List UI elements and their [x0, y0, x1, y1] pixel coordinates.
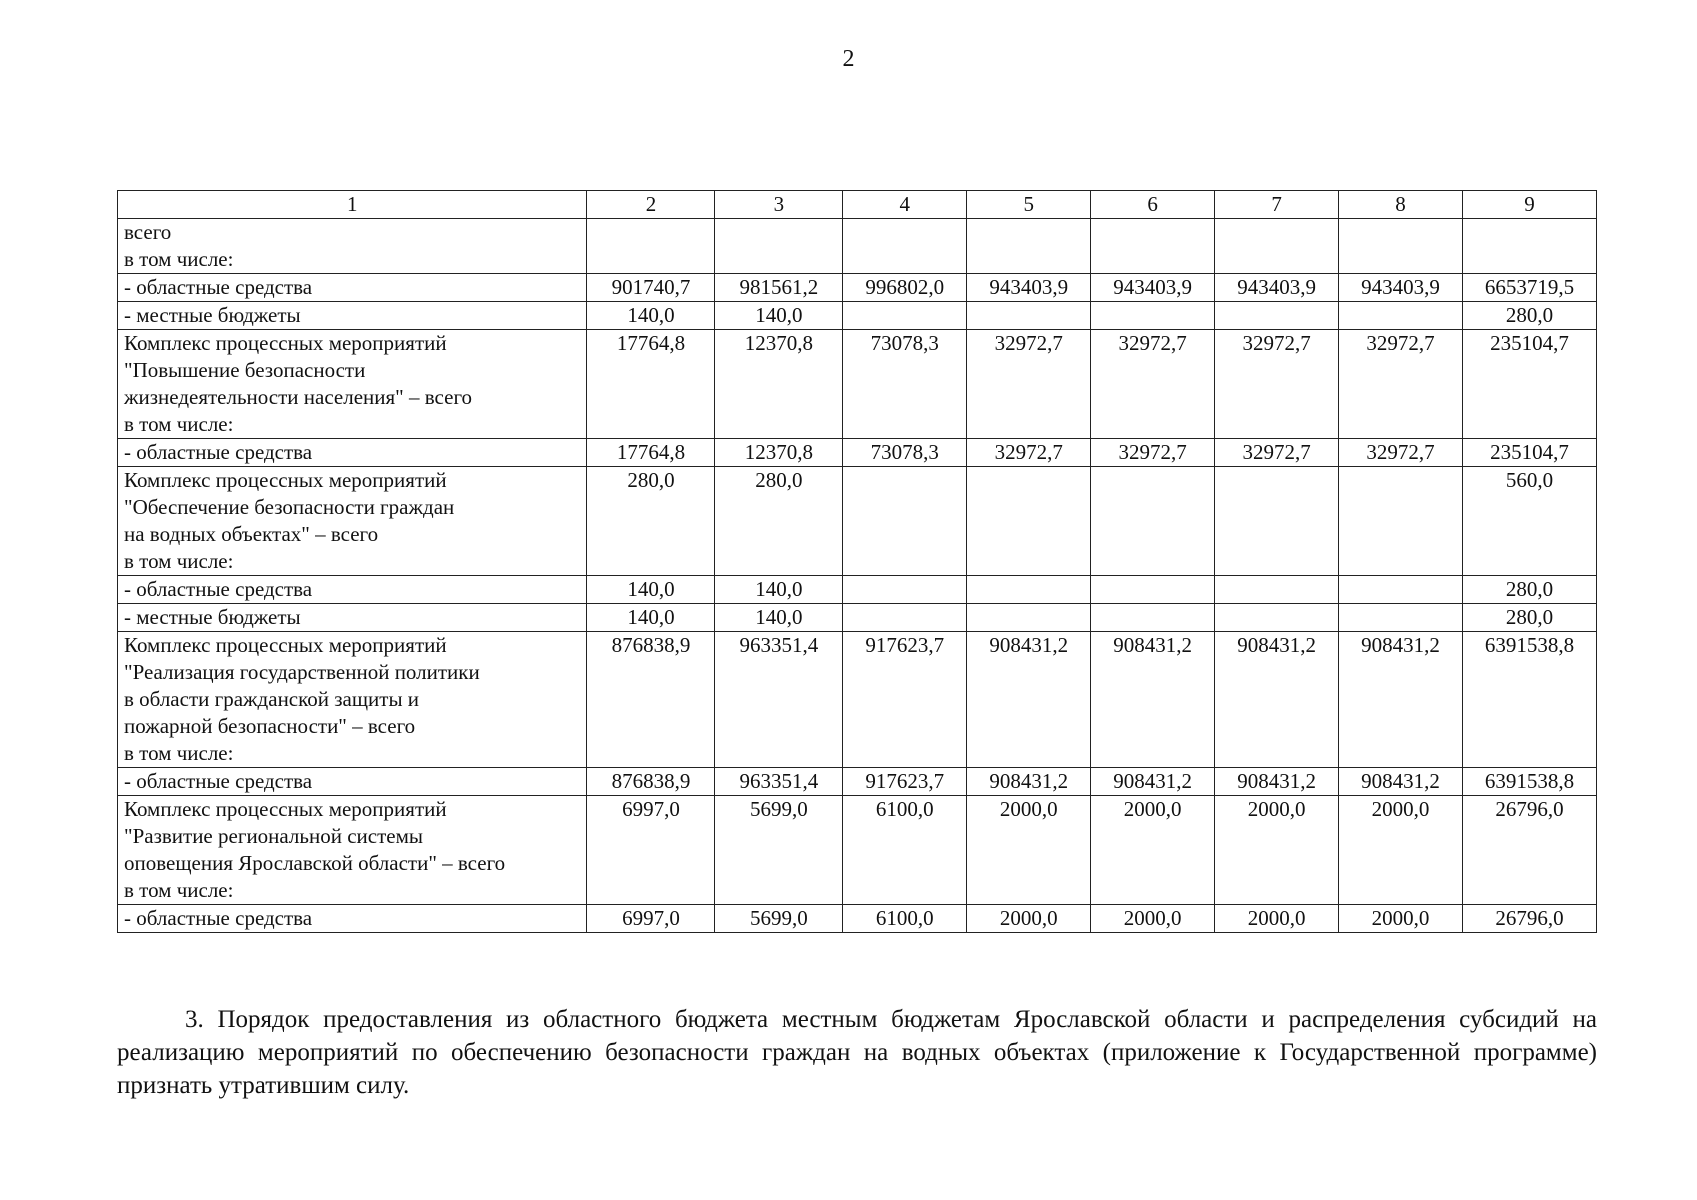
cell-value: 6391538,8 [1463, 768, 1597, 796]
cell-value: 2000,0 [967, 905, 1091, 933]
cell-value: 981561,2 [715, 274, 843, 302]
cell-value [967, 467, 1091, 576]
row-label [118, 796, 587, 905]
cell-value: 943403,9 [967, 274, 1091, 302]
row-label-line: Комплекс процессных мероприятий [124, 797, 447, 821]
cell-value: 73078,3 [843, 439, 967, 467]
cell-value [967, 302, 1091, 330]
cell-value [1339, 302, 1463, 330]
cell-value: 996802,0 [843, 274, 967, 302]
cell-value: 963351,4 [715, 768, 843, 796]
cell-value: 943403,9 [1339, 274, 1463, 302]
cell-value: 235104,7 [1463, 330, 1597, 439]
cell-value: 140,0 [587, 604, 715, 632]
column-header: 5 [967, 191, 1091, 219]
cell-value [1339, 219, 1463, 274]
cell-value: 26796,0 [1463, 905, 1597, 933]
budget-table [117, 190, 1597, 933]
cell-value: 73078,3 [843, 330, 967, 439]
row-label-line: - областные средства [124, 577, 313, 601]
cell-value [1091, 302, 1215, 330]
row-label [118, 768, 587, 796]
row-label-line: - областные средства [124, 440, 313, 464]
row-label [118, 905, 587, 933]
cell-value [1215, 604, 1339, 632]
cell-value: 26796,0 [1463, 796, 1597, 905]
row-label-line: Комплекс процессных мероприятий [124, 331, 447, 355]
row-label [118, 274, 587, 302]
row-label-line: "Повышение безопасности [124, 358, 366, 382]
row-label-line: Комплекс процессных мероприятий [124, 468, 447, 492]
table-header-row [118, 191, 1597, 219]
row-label-line: - областные средства [124, 275, 313, 299]
column-header: 1 [118, 191, 587, 219]
cell-value: 32972,7 [1091, 439, 1215, 467]
cell-value: 908431,2 [967, 768, 1091, 796]
cell-value: 560,0 [1463, 467, 1597, 576]
cell-value: 32972,7 [967, 439, 1091, 467]
row-label [118, 302, 587, 330]
cell-value [1215, 302, 1339, 330]
cell-value [1463, 219, 1597, 274]
cell-value: 140,0 [715, 576, 843, 604]
row-label-line: в том числе: [124, 412, 234, 436]
row-label [118, 330, 587, 439]
cell-value: 2000,0 [1215, 796, 1339, 905]
table-row [118, 274, 1597, 302]
cell-value [843, 302, 967, 330]
row-label-line: в том числе: [124, 741, 234, 765]
cell-value: 12370,8 [715, 439, 843, 467]
column-header: 6 [1091, 191, 1215, 219]
row-label [118, 576, 587, 604]
column-header: 4 [843, 191, 967, 219]
cell-value [967, 576, 1091, 604]
table-row [118, 219, 1597, 274]
column-header: 8 [1339, 191, 1463, 219]
cell-value [1339, 604, 1463, 632]
row-label-line: "Обеспечение безопасности граждан [124, 495, 455, 519]
column-header: 7 [1215, 191, 1339, 219]
table-row [118, 330, 1597, 439]
row-label-line: на водных объектах" – всего [124, 522, 379, 546]
cell-value: 5699,0 [715, 905, 843, 933]
cell-value: 876838,9 [587, 768, 715, 796]
cell-value: 32972,7 [1339, 439, 1463, 467]
cell-value [1339, 576, 1463, 604]
cell-value [843, 604, 967, 632]
table-row [118, 796, 1597, 905]
column-header: 3 [715, 191, 843, 219]
table-row [118, 576, 1597, 604]
cell-value: 140,0 [715, 604, 843, 632]
cell-value: 2000,0 [1091, 796, 1215, 905]
cell-value: 5699,0 [715, 796, 843, 905]
cell-value: 908431,2 [967, 632, 1091, 768]
cell-value [1091, 604, 1215, 632]
row-label-line: - областные средства [124, 906, 313, 930]
cell-value: 2000,0 [1339, 905, 1463, 933]
cell-value [587, 219, 715, 274]
cell-value [1091, 576, 1215, 604]
cell-value: 32972,7 [1091, 330, 1215, 439]
cell-value: 17764,8 [587, 439, 715, 467]
row-label [118, 604, 587, 632]
cell-value: 2000,0 [1339, 796, 1463, 905]
cell-value: 908431,2 [1091, 768, 1215, 796]
cell-value: 963351,4 [715, 632, 843, 768]
cell-value: 280,0 [1463, 576, 1597, 604]
cell-value: 140,0 [715, 302, 843, 330]
column-header: 2 [587, 191, 715, 219]
cell-value [843, 467, 967, 576]
row-label [118, 219, 587, 274]
cell-value [1215, 467, 1339, 576]
table-row [118, 768, 1597, 796]
cell-value: 917623,7 [843, 632, 967, 768]
cell-value: 943403,9 [1091, 274, 1215, 302]
row-label-line: Комплекс процессных мероприятий [124, 633, 447, 657]
table-row [118, 604, 1597, 632]
cell-value: 235104,7 [1463, 439, 1597, 467]
table-row [118, 632, 1597, 768]
row-label-line: в том числе: [124, 549, 234, 573]
cell-value [843, 576, 967, 604]
cell-value: 280,0 [1463, 302, 1597, 330]
row-label [118, 632, 587, 768]
cell-value: 917623,7 [843, 768, 967, 796]
cell-value: 140,0 [587, 576, 715, 604]
cell-value: 876838,9 [587, 632, 715, 768]
row-label-line: - местные бюджеты [124, 303, 301, 327]
cell-value: 943403,9 [1215, 274, 1339, 302]
row-label-line: - местные бюджеты [124, 605, 301, 629]
row-label [118, 467, 587, 576]
cell-value: 12370,8 [715, 330, 843, 439]
table-row [118, 302, 1597, 330]
cell-value: 6653719,5 [1463, 274, 1597, 302]
row-label-line: жизнедеятельности населения" – всего [124, 385, 473, 409]
paragraph-item-3: 3. Порядок предоставления из областного бюджета местным бюджетам Ярославской области и распределения субсидий на реализацию мероприятий по обеспечению безопасности граждан на водных объектах (приложение к Государственной программе) признать утратившим силу. [117, 1006, 1597, 1099]
cell-value: 6100,0 [843, 905, 967, 933]
row-label-line: - областные средства [124, 769, 313, 793]
cell-value: 17764,8 [587, 330, 715, 439]
cell-value: 908431,2 [1339, 632, 1463, 768]
cell-value: 32972,7 [1215, 439, 1339, 467]
cell-value [967, 604, 1091, 632]
cell-value [967, 219, 1091, 274]
cell-value: 280,0 [715, 467, 843, 576]
row-label-line: в том числе: [124, 247, 234, 271]
cell-value: 140,0 [587, 302, 715, 330]
cell-value: 908431,2 [1339, 768, 1463, 796]
cell-value [1091, 467, 1215, 576]
row-label-line: "Развитие региональной системы [124, 824, 423, 848]
cell-value: 6391538,8 [1463, 632, 1597, 768]
column-header: 9 [1463, 191, 1597, 219]
cell-value: 2000,0 [967, 796, 1091, 905]
cell-value: 32972,7 [1215, 330, 1339, 439]
cell-value [715, 219, 843, 274]
cell-value: 2000,0 [1215, 905, 1339, 933]
row-label-line: пожарной безопасности" – всего [124, 714, 416, 738]
cell-value [843, 219, 967, 274]
page-number: 2 [842, 46, 855, 72]
table-row [118, 439, 1597, 467]
cell-value: 908431,2 [1091, 632, 1215, 768]
cell-value: 6997,0 [587, 905, 715, 933]
cell-value: 901740,7 [587, 274, 715, 302]
cell-value: 908431,2 [1215, 632, 1339, 768]
table-row [118, 905, 1597, 933]
cell-value: 32972,7 [967, 330, 1091, 439]
row-label [118, 439, 587, 467]
cell-value [1339, 467, 1463, 576]
cell-value [1215, 576, 1339, 604]
cell-value [1091, 219, 1215, 274]
cell-value [1215, 219, 1339, 274]
cell-value: 32972,7 [1339, 330, 1463, 439]
cell-value: 908431,2 [1215, 768, 1339, 796]
row-label-line: всего [124, 220, 172, 244]
row-label-line: в области гражданской защиты и [124, 687, 420, 711]
cell-value: 6997,0 [587, 796, 715, 905]
row-label-line: оповещения Ярославской области" – всего [124, 851, 506, 875]
cell-value: 2000,0 [1091, 905, 1215, 933]
cell-value: 280,0 [587, 467, 715, 576]
row-label-line: "Реализация государственной политики [124, 660, 480, 684]
table-row [118, 467, 1597, 576]
cell-value: 280,0 [1463, 604, 1597, 632]
row-label-line: в том числе: [124, 878, 234, 902]
cell-value: 6100,0 [843, 796, 967, 905]
table-body [118, 191, 1597, 933]
